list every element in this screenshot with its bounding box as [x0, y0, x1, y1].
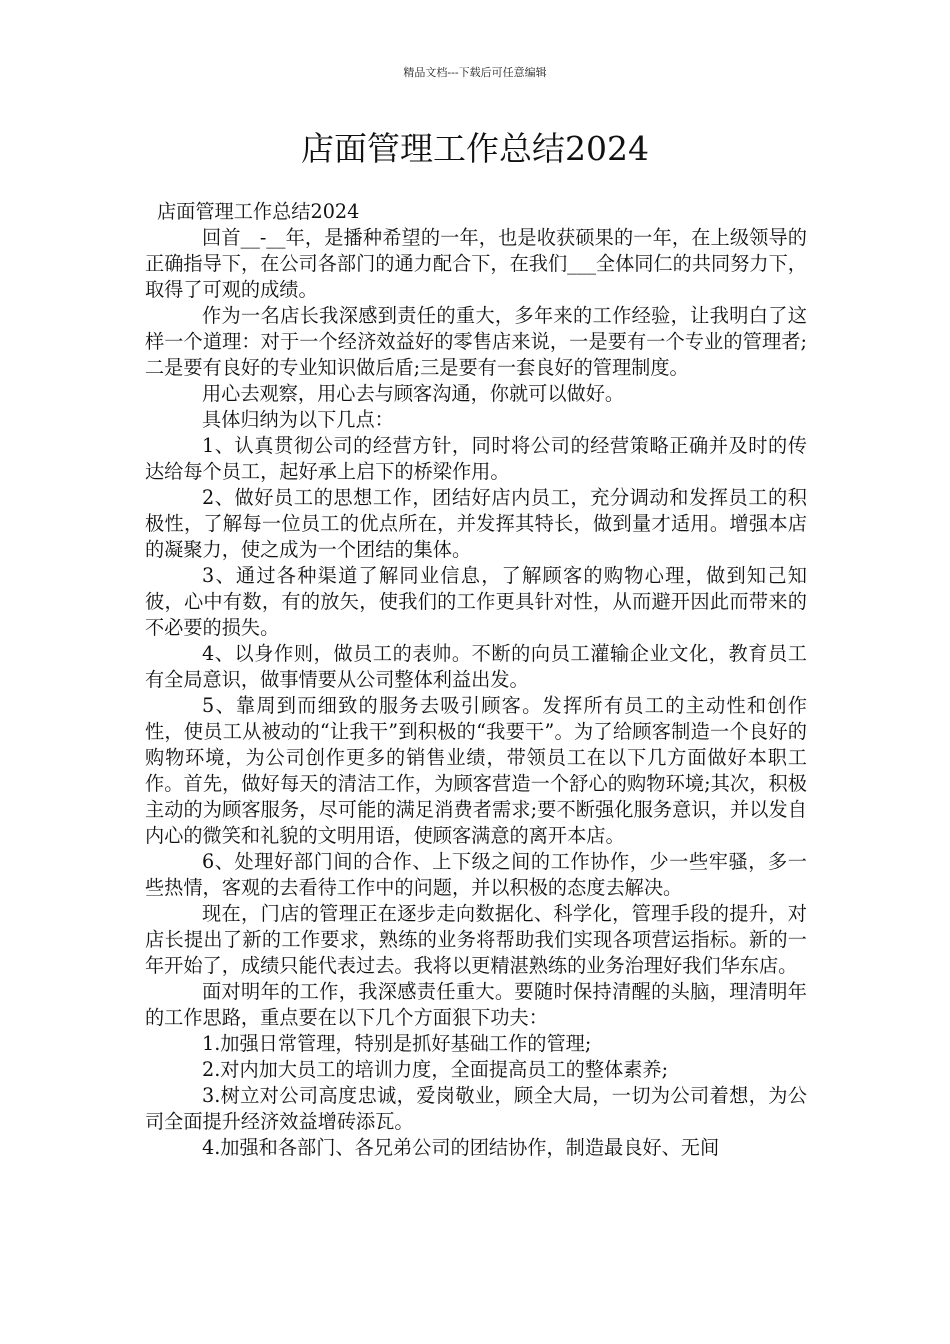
list-item-6: 6、处理好部门间的合作、上下级之间的工作协作，少一些牢骚，多一些热情，客观的去看待工作中的问题，并以积极的态度去解决。 [145, 850, 807, 899]
list-item-2: 2、做好员工的思想工作，团结好店内员工，充分调动和发挥员工的积极性，了解每一位员工的优点所在，并发挥其特长，做到量才适用。增强本店的凝聚力，使之成为一个团结的集体。 [145, 486, 807, 561]
plan-item-4: 4.加强和各部门、各兄弟公司的团结协作，制造最良好、无间 [202, 1136, 720, 1159]
paragraph-6: 面对明年的工作，我深感责任重大。要随时保持清醒的头脑，理清明年的工作思路，重点要在以下几个方面狠下功夫： [145, 980, 807, 1029]
header-note: 精品文档---下载后可任意编辑 [403, 66, 547, 79]
document-body [145, 199, 807, 1161]
list-item-3: 3、通过各种渠道了解同业信息，了解顾客的购物心理，做到知己知彼，心中有数，有的放矢，使我们的工作更具针对性，从而避开因此而带来的不必要的损失。 [145, 564, 807, 639]
plan-item-2: 2.对内加大员工的培训力度，全面提高员工的整体素养; [202, 1058, 669, 1081]
paragraph-5: 现在，门店的管理正在逐步走向数据化、科学化，管理手段的提升，对店长提出了新的工作要求，熟练的业务将帮助我们实现各项营运指标。新的一年开始了，成绩只能代表过去。我将以更精湛熟练的业务治理好我们华东店。 [145, 902, 807, 977]
plan-item-3: 3.树立对公司高度忠诚，爱岗敬业，顾全大局，一切为公司着想，为公司全面提升经济效益增砖添瓦。 [145, 1084, 807, 1133]
list-item-5: 5、靠周到而细致的服务去吸引顾客。发挥所有员工的主动性和创作性，使员工从被动的“让我干”到积极的“我要干”。为了给顾客制造一个良好的购物环境，为公司创作更多的销售业绩，带领员工在以下几方面做好本职工作。首先，做好每天的清洁工作，为顾客营造一个舒心的购物环境;其次，积极主动的为顾客服务，尽可能的满足消费者需求;要不断强化服务意识，并以发自内心的微笑和礼貌的文明用语，使顾客满意的离开本店。 [145, 694, 807, 847]
plan-item-1: 1.加强日常管理，特别是抓好基础工作的管理; [202, 1032, 592, 1055]
paragraph-4: 具体归纳为以下几点： [202, 408, 394, 431]
list-item-1: 1、认真贯彻公司的经营方针，同时将公司的经营策略正确并及时的传达给每个员工，起好承上启下的桥梁作用。 [145, 434, 807, 483]
paragraph-3: 用心去观察，用心去与顾客沟通，你就可以做好。 [202, 382, 625, 405]
paragraph-1: 回首__-__年，是播种希望的一年，也是收获硕果的一年，在上级领导的正确指导下，在公司各部门的通力配合下，在我们___全体同仁的共同努力下，取得了可观的成绩。 [145, 226, 807, 301]
list-item-4: 4、以身作则，做员工的表帅。不断的向员工灌输企业文化，教育员工有全局意识，做事情要从公司整体利益出发。 [145, 642, 807, 691]
document-subtitle: 店面管理工作总结2024 [157, 200, 360, 223]
document-title: 店面管理工作总结2024 [301, 129, 649, 168]
paragraph-2: 作为一名店长我深感到责任的重大，多年来的工作经验，让我明白了这样一个道理：对于一个经济效益好的零售店来说，一是要有一个专业的管理者;二是要有良好的专业知识做后盾;三是要有一套良好的管理制度。 [145, 304, 807, 379]
